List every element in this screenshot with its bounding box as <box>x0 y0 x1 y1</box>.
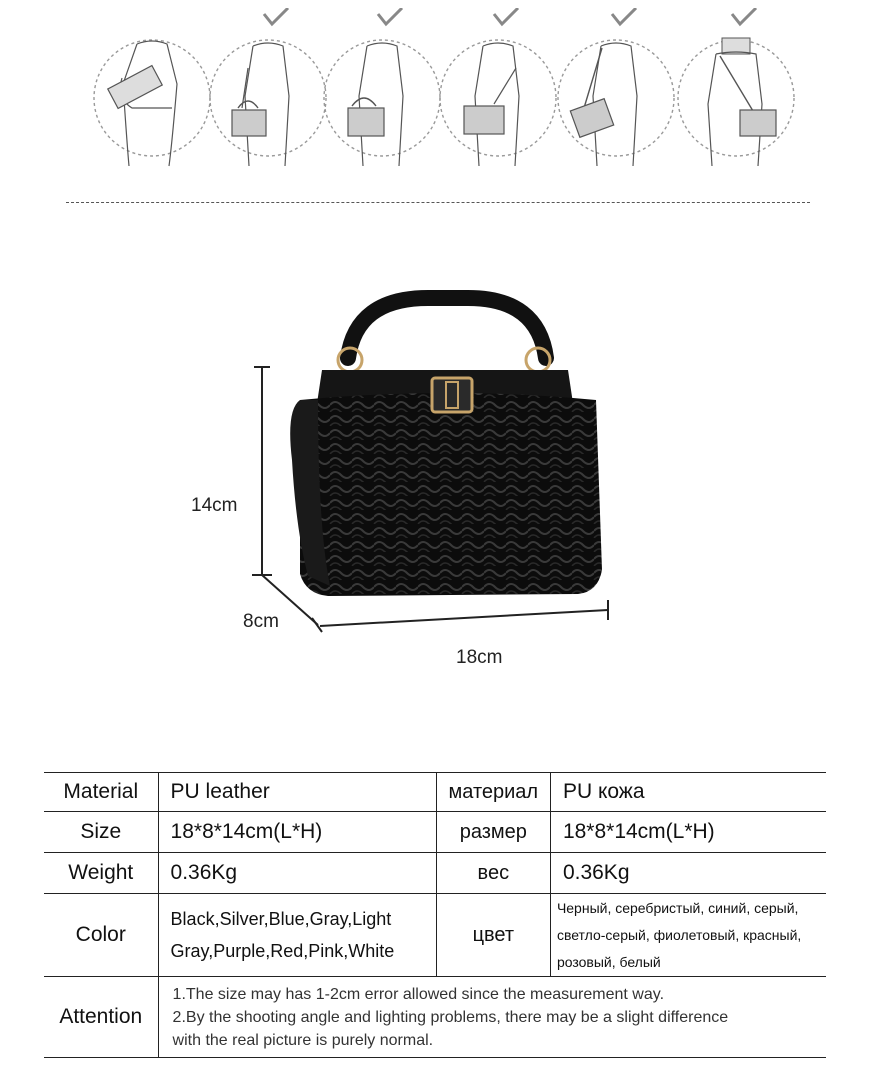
dashed-divider <box>66 202 810 203</box>
material-value: PU leather <box>158 773 436 812</box>
color-value-ru-line: розовый, белый <box>556 953 661 970</box>
length-dimension-label: 18cm <box>456 647 503 668</box>
height-dimension-label: 14cm <box>191 495 238 516</box>
hand-held-illustration <box>322 8 442 168</box>
shoulder-carry-illustration <box>556 8 676 168</box>
attention-line: 1.The size may has 1-2cm error allowed since the measurement way. <box>172 985 665 1003</box>
attention-line: 2.By the shooting angle and lighting problems, there may be a slight difference <box>172 1008 729 1026</box>
arm-carry-illustration <box>438 8 558 168</box>
color-value-ru-line: Черный, серебристый, синий, серый, <box>556 899 799 916</box>
color-label-ru: цвет <box>436 894 550 977</box>
style-arm-carry <box>438 8 558 168</box>
material-label-ru: материал <box>436 773 550 812</box>
color-value <box>158 894 436 977</box>
material-label: Material <box>44 773 158 812</box>
weight-label-ru: вес <box>436 853 550 894</box>
spec-row-attention <box>44 977 826 1058</box>
weight-label: Weight <box>44 853 158 894</box>
product-dimension-area <box>0 230 880 700</box>
material-value-ru: PU кожа <box>550 773 826 812</box>
attention-label: Attention <box>44 977 158 1058</box>
weight-value: 0.36Kg <box>158 853 436 894</box>
crossbody-illustration <box>676 8 796 168</box>
weight-value-ru: 0.36Kg <box>550 853 826 894</box>
color-value-line: Black,Silver,Blue,Gray,Light <box>170 909 392 929</box>
attention-text <box>158 977 826 1058</box>
style-hand-carry <box>208 8 328 168</box>
size-label: Size <box>44 812 158 853</box>
spec-row-weight <box>44 853 826 894</box>
wearing-styles-row <box>0 0 880 180</box>
handbag-image <box>0 230 880 700</box>
size-value: 18*8*14cm(L*H) <box>158 812 436 853</box>
hand-carry-illustration <box>208 8 328 168</box>
spec-row-size <box>44 812 826 853</box>
color-value-line: Gray,Purple,Red,Pink,White <box>170 941 395 961</box>
color-value-ru <box>550 894 826 977</box>
spec-row-material <box>44 773 826 812</box>
depth-dimension-label: 8cm <box>243 611 279 632</box>
specification-table <box>44 772 826 1058</box>
size-label-ru: размер <box>436 812 550 853</box>
style-shoulder-carry <box>556 8 676 168</box>
color-value-ru-line: светло-серый, фиолетовый, красный, <box>556 926 802 943</box>
color-label: Color <box>44 894 158 977</box>
style-crossbody <box>676 8 796 168</box>
attention-line: with the real picture is purely normal. <box>172 1031 434 1049</box>
size-value-ru: 18*8*14cm(L*H) <box>550 812 826 853</box>
clutch-underarm-illustration <box>92 8 212 168</box>
style-clutch-underarm <box>92 8 212 168</box>
style-hand-held <box>322 8 442 168</box>
spec-row-color <box>44 894 826 977</box>
